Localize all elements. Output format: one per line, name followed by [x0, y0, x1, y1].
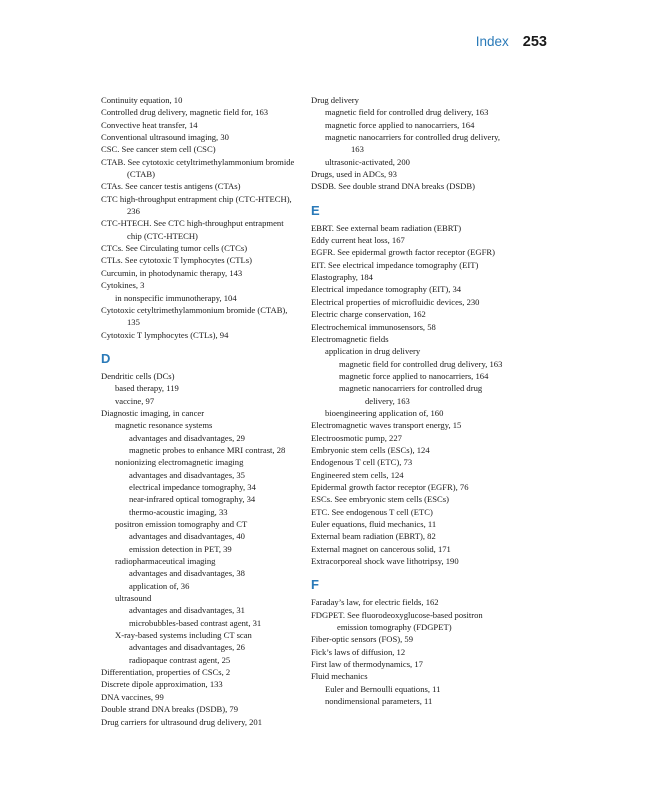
index-entry: Dendritic cells (DCs): [101, 370, 175, 381]
index-entry: magnetic force applied to nanocarriers, 164: [339, 370, 489, 381]
index-entry: ESCs. See embryonic stem cells (ESCs): [311, 494, 449, 505]
index-entry: magnetic force applied to nanocarriers, 164: [325, 119, 475, 130]
index-entry: Euler equations, fluid mechanics, 11: [311, 519, 437, 529]
index-entry: CTLs. See cytotoxic T lymphocytes (CTLs): [101, 255, 253, 266]
index-entry: Cytotoxic cetyltrimethylammonium bromide (CTAB), 135: [101, 304, 288, 328]
index-entry: advantages and disadvantages, 40: [129, 531, 245, 542]
index-entry: application in drug delivery: [325, 346, 421, 357]
index-entry: CTAs. See cancer testis antigens (CTAs): [101, 181, 241, 192]
index-entry: CSC. See cancer stem cell (CSC): [101, 144, 216, 155]
index-entry: radiopharmaceutical imaging: [115, 556, 216, 567]
index-entry: advantages and disadvantages, 26: [129, 642, 245, 653]
index-entry: Electrical impedance tomography (EIT), 34: [311, 284, 462, 295]
index-entry: Extracorporeal shock wave lithotripsy, 190: [311, 556, 459, 567]
index-entry: Electrical properties of microfluidic devices, 230: [311, 296, 480, 307]
section-letter: F: [311, 577, 319, 593]
index-entry: Electromagnetic fields: [311, 333, 389, 344]
index-column-right: [311, 94, 511, 707]
index-entry: First law of thermodynamics, 17: [311, 659, 423, 670]
index-entry: Electromagnetic waves transport energy, 15: [311, 420, 462, 431]
index-entry: Endogenous T cell (ETC), 73: [311, 457, 413, 468]
index-entry: based therapy, 119: [115, 383, 179, 394]
index-entry: Curcumin, in photodynamic therapy, 143: [101, 267, 243, 278]
index-entry: DSDB. See double strand DNA breaks (DSDB): [311, 181, 475, 192]
index-entry: magnetic nanocarriers for controlled drug delivery, 163: [325, 132, 501, 155]
index-entry: FDGPET. See fluorodeoxyglucose-based positron emission tomography (FDGPET): [311, 609, 483, 633]
index-entry: near-infrared optical tomography, 34: [129, 494, 256, 505]
index-entry: magnetic resonance systems: [115, 420, 213, 431]
index-entry: nondimensional parameters, 11: [325, 696, 433, 707]
index-entry: electrical impedance tomography, 34: [129, 481, 256, 492]
index-entry: thermo-acoustic imaging, 33: [129, 506, 228, 517]
index-entry: Electrochemical immunosensors, 58: [311, 321, 436, 332]
index-entry: Double strand DNA breaks (DSDB), 79: [101, 704, 239, 715]
index-entry: advantages and disadvantages, 31: [129, 605, 245, 616]
index-entry: Cytotoxic T lymphocytes (CTLs), 94: [101, 329, 229, 340]
index-entry: vaccine, 97: [115, 395, 155, 406]
index-entry: advantages and disadvantages, 38: [129, 568, 245, 579]
running-header: [476, 34, 547, 50]
section-letter: D: [101, 350, 111, 366]
index-entry: X-ray-based systems including CT scan: [115, 630, 252, 641]
index-entry: Engineered stem cells, 124: [311, 469, 404, 480]
index-entry: advantages and disadvantages, 29: [129, 432, 245, 443]
index-entry: Fluid mechanics: [311, 671, 368, 682]
index-entry: microbubbles-based contrast agent, 31: [129, 617, 262, 628]
index-entry: CTAB. See cytotoxic cetyltrimethylammonium bromide (CTAB): [101, 156, 295, 180]
index-entry: emission detection in PET, 39: [129, 543, 232, 554]
index-entry: CTC-HTECH. See CTC high-throughput entrapment chip (CTC-HTECH): [101, 218, 284, 241]
index-entry: positron emission tomography and CT: [115, 519, 248, 529]
index-entry: Fiber-optic sensors (FOS), 59: [311, 634, 413, 645]
index-entry: External beam radiation (EBRT), 82: [311, 531, 436, 542]
index-entry: magnetic field for controlled drug delivery, 163: [339, 358, 503, 369]
index-entry: Convective heat transfer, 14: [101, 119, 198, 130]
index-entry: application of, 36: [129, 580, 190, 591]
index-entry: Differentiation, properties of CSCs, 2: [101, 667, 231, 678]
index-entry: Discrete dipole approximation, 133: [101, 679, 223, 690]
index-entry: in nonspecific immunotherapy, 104: [115, 292, 237, 303]
index-entry: EGFR. See epidermal growth factor receptor (EGFR): [311, 247, 495, 258]
index-entry: Elastography, 184: [311, 272, 373, 283]
index-entry: Fick’s laws of diffusion, 12: [311, 646, 406, 657]
index-entry: CTCs. See Circulating tumor cells (CTCs): [101, 243, 248, 254]
header-label: Index: [475, 34, 509, 49]
index-entry: Drugs, used in ADCs, 93: [311, 169, 397, 180]
index-entry: Drug delivery: [311, 95, 359, 105]
index-entry: Cytokines, 3: [101, 280, 145, 291]
index-entry: Euler and Bernoulli equations, 11: [325, 683, 441, 694]
index-entry: Controlled drug delivery, magnetic field for, 163: [101, 107, 269, 118]
index-entry: Drug carriers for ultrasound drug delivery, 201: [101, 716, 263, 727]
index-entry: EBRT. See external beam radiation (EBRT): [311, 222, 462, 233]
index-entry: Electric charge conservation, 162: [311, 309, 426, 320]
index-entry: Epidermal growth factor receptor (EGFR), 76: [311, 481, 469, 492]
index-entry: advantages and disadvantages, 35: [129, 469, 245, 480]
index-entry: Embryonic stem cells (ESCs), 124: [311, 444, 430, 455]
index-entry: External magnet on cancerous solid, 171: [311, 543, 451, 554]
index-entry: CTC high-throughput entrapment chip (CTC-HTECH), 236: [101, 193, 292, 217]
index-entry: EIT. See electrical impedance tomography (EIT): [311, 259, 479, 270]
index-column-left: [101, 94, 297, 728]
section-letter: E: [311, 202, 320, 218]
index-entry: Continuity equation, 10: [101, 95, 183, 105]
index-entry: DNA vaccines, 99: [101, 691, 164, 702]
index-entry: magnetic probes to enhance MRI contrast, 28: [129, 444, 286, 455]
index-entry: ETC. See endogenous T cell (ETC): [311, 506, 433, 517]
index-entry: Electroosmotic pump, 227: [311, 432, 402, 443]
index-entry: Diagnostic imaging, in cancer: [101, 407, 205, 418]
index-entry: bioengineering application of, 160: [325, 407, 444, 418]
page-number: 253: [522, 34, 547, 50]
index-entry: radiopaque contrast agent, 25: [129, 654, 231, 665]
index-entry: ultrasonic-activated, 200: [325, 156, 410, 167]
index-entry: Faraday’s law, for electric fields, 162: [311, 597, 439, 608]
index-entry: magnetic field for controlled drug delivery, 163: [325, 107, 489, 118]
index-entry: magnetic nanocarriers for controlled drug delivery, 163: [339, 383, 483, 406]
index-entry: ultrasound: [115, 593, 152, 604]
index-entry: Eddy current heat loss, 167: [311, 235, 405, 246]
index-entry: Conventional ultrasound imaging, 30: [101, 132, 229, 143]
index-entry: nonionizing electromagnetic imaging: [115, 457, 244, 468]
